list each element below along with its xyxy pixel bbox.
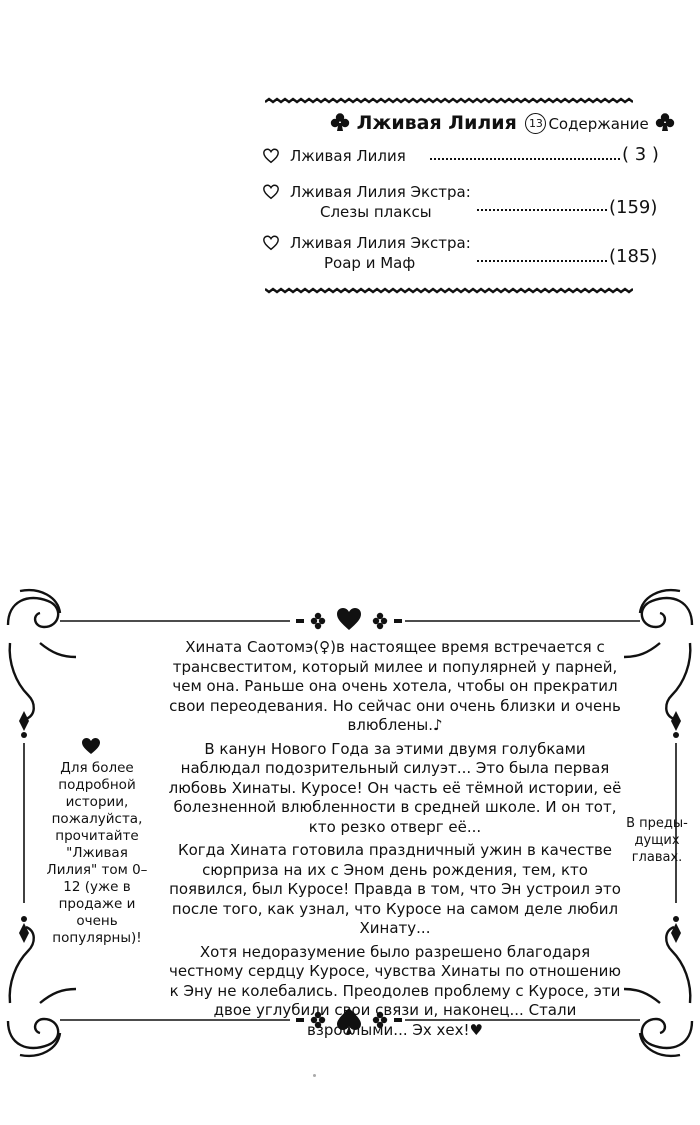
toc-subtitle: Содержание <box>548 115 649 133</box>
toc-entry[interactable] <box>262 234 662 278</box>
toc-top-rule <box>265 97 633 104</box>
summary-paragraph: Хината Саотомэ(♀)в настоящее время встречается с трансвеститом, который милее и популярней у парней, чем она. Раньше она очень хотела, чтобы он прекратил свои переодевания. Но сейчас они очень близки и очень влюблены.♪ <box>169 638 621 734</box>
summary-paragraph: В канун Нового Года за этими двумя голубками наблюдал подозрительный силуэт... Это была первая любовь Хинаты. Куросе! Он часть её тёмной истории, её болезненной влюбленности в средней школе. И он тот, кто резко отверг её... <box>168 739 622 836</box>
heart-filled-icon <box>81 737 101 755</box>
toc-entry[interactable] <box>262 183 662 227</box>
toc-leader-dots <box>477 258 607 262</box>
heart-outline-icon <box>262 234 280 252</box>
top-centre-ornament <box>296 608 402 630</box>
summary-paragraph: Когда Хината готовила праздничный ужин в качестве сюрприза на их с Эном день рождения, тем, кто появился, был Куросе! Правда в том, что Эн устроил это после того, как узнал, что Куросе на самом деле любил Хинату... <box>169 841 621 937</box>
toc-entry-sublabel: Роар и Маф <box>324 254 416 272</box>
toc-entry[interactable] <box>262 144 662 171</box>
heart-outline-icon <box>262 183 280 201</box>
club-icon <box>330 112 350 132</box>
story-summary <box>165 638 625 1044</box>
toc-leader-dots <box>477 207 607 211</box>
toc-bottom-rule <box>265 287 633 294</box>
toc-page-number: ( 3 ) <box>622 144 659 165</box>
club-icon <box>655 112 675 132</box>
sidebar-note-right: В преды-дущих главах. <box>626 816 688 865</box>
corner-flourish-top-left <box>8 590 76 719</box>
toc-leader-dots <box>430 156 620 160</box>
toc-entry-label: Лживая Лилия <box>290 147 406 165</box>
summary-paragraph: Хотя недоразумение было разрешено благодаря честному сердцу Куросе, чувства Хинаты по отношению к Эну не колебались. Преодолев проблему с Куросе, эти двое углубили свои связи и, наконец... Стали взрослыми... Эх хех!♥ <box>168 942 621 1039</box>
toc-entry-label: Лживая Лилия Экстра: <box>290 183 471 201</box>
volume-number: 13 <box>525 113 546 134</box>
corner-flourish-bottom-right <box>624 927 692 1056</box>
heart-outline-icon <box>262 147 280 165</box>
print-speck <box>313 1074 316 1077</box>
toc-title <box>330 112 649 134</box>
toc-entry-sublabel: Слезы плаксы <box>320 203 432 221</box>
toc-page-number: (159) <box>609 197 658 218</box>
corner-flourish-top-right <box>624 590 692 719</box>
toc-title-text: Лживая Лилия <box>356 112 517 134</box>
toc-page-number: (185) <box>609 246 658 267</box>
sidebar-note-left: Для более подробной истории, пожалуйста, прочитайте "Лживая Лилия" том 0–12 (уже в продаже и очень популярны)! <box>46 760 148 946</box>
toc-entry-label: Лживая Лилия Экстра: <box>290 234 471 252</box>
